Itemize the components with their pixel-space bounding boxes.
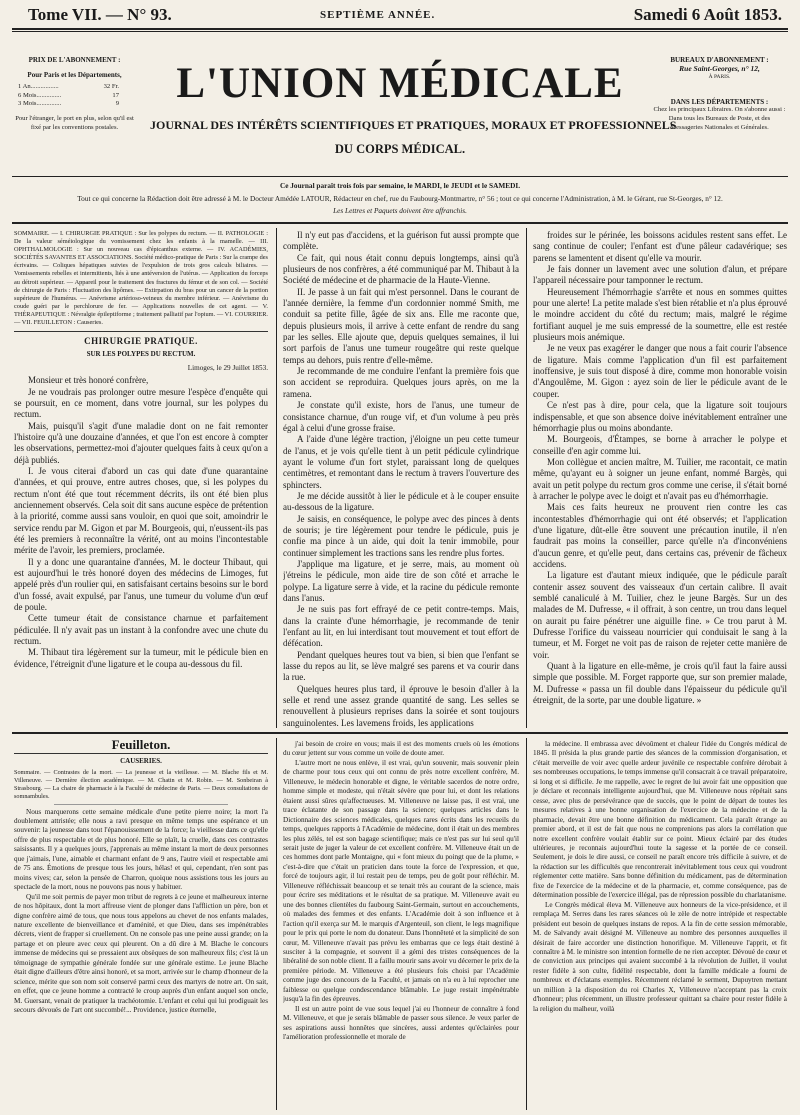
paragraph: Quelques heures plus tard, il éprouve le besoin d'aller à la selle et rend une assez grande quantité de sang. Les selles se renouvellent à plusieurs reprises dans la soirée et sont toujours sanguinolentes. Les lavemens froids, les applications	[283, 683, 519, 728]
offices-title: BUREAUX D'ABONNEMENT :	[670, 56, 769, 64]
paragraph: Mais, puisqu'il s'agit d'une maladie dont on ne fait remonter l'histoire qu'à une douzaine d'années, et que l'on est encore à compter les observations, permettez-moi d'ajouter quelques faits à ceux qu'on a déjà publiés.	[14, 420, 268, 465]
paragraph: M. Thibaut tira légèrement sur la tumeur, mit le pédicule bien en évidence, l'étreignit d'une ligature et le coupa au-dessous du fil.	[14, 647, 268, 669]
paragraph: Ce n'est pas à dire, pour cela, que la ligature soit toujours indispensable, et que son absence doive inévitablement entraîner une hémorrhagie plus ou moins abondante.	[533, 400, 787, 433]
feuilleton-title: Feuilleton.	[111, 740, 171, 752]
article-column-1	[14, 230, 268, 728]
notice-rule	[12, 222, 788, 224]
paragraph: La ligature est d'autant mieux indiquée, que le pédicule paraît contenir assez souvent des vaisseaux d'un certain calibre. Il avait semblé canaliculé à M. Tuilier, chez le jeune Bargès. Sur un des malades de M. Dufresse, « il offrait, à son centre, un trou dans lequel on aurait pu faire pénétrer une aiguille fine. » Ce trou parut à M. Dufresse l'orifice du vaisseau nourricier qui conduisait le sang à la tumeur, et M. Forget ne voit pas de raison de rejeter cette manière de voir.	[533, 570, 787, 660]
column-divider	[276, 228, 277, 728]
paragraph: Qu'il me soit permis de payer mon tribut de regrets à ce jeune et malheureux interne de nos hôpitaux, dont la mort affreuse vient de plonger dans l'affliction un père, bon et digne confrère aimé de tous, que nous tous appelons au chevet de nos enfants malades, nature excellente de bienveillance et d'aménité, et que Dieu, dans ses impénétrables décrets, vient de frapper si cruellement. On ne console pas une peine aussi grande; on la partage et on pleure avec ceux qui pleurent. On a dû dire à M. Blache le concours immense de médecins qui se pressaient aux obsèques de son malheureux fils; c'est là un témoignage de sympathie générale fondée sur une générale estime. Le jeune Blache était digne d'ailleurs d'être ainsi honoré, et sa mort, arrivée sur le champ d'honneur de la science, mérite que son nom soit conservé parmi ceux des martyrs de notre art. On sait, en effet, que ce jeune homme a contracté le croup auprès d'un enfant auquel son oncle, M. Guersant, venait de pratiquer la trachéotomie. L'enfant et celui qui lui prodiguait les secours dévoués de l'art ont succombé!... Providence, justice éternelle,	[14, 892, 268, 1015]
paragraph: Je recommande de me conduire l'enfant la première fois que son accident se reproduira. Quelques jours après, on me la ramena.	[283, 366, 519, 399]
editorial-address: Tout ce qui concerne la Rédaction doit être adressé à M. le Docteur Amédée LATOUR, Rédacteur en chef, rue du Faubourg-Montmartre, n° 56 ; tout ce qui concerne l'Administration, à M. le Gérant, rue St-Georges, n° 12.	[77, 194, 723, 203]
masthead-rule	[12, 176, 788, 177]
year-label: SEPTIÈME ANNÉE.	[320, 9, 436, 21]
paragraph: A l'aide d'une légère traction, j'éloigne un peu cette tumeur de l'anus, et je vois qu'elle tient à un petit pédicule cylindrique ayant le volume d'un fort stylet, paraissant long de quelques centimètres, et remontant dans le rectum à travers l'ouverture des sphincters.	[283, 434, 519, 490]
feuilleton-section: CAUSERIES.	[120, 757, 162, 766]
issue-date: Samedi 6 Août 1853.	[633, 5, 782, 24]
article-column-3	[533, 230, 787, 728]
paragraph: Il n'y eut pas d'accidens, et la guérison fut aussi prompte que complète.	[283, 230, 519, 252]
feuilleton-rule	[12, 732, 788, 734]
article-subtitle: SUR LES POLYPES DU RECTUM.	[86, 350, 196, 359]
paragraph: Cette tumeur était de consistance charnue et parfaitement pédiculée. Il n'y avait pas un instant à la confondre avec une chute du rectum.	[14, 613, 268, 647]
paragraph: Je me décide aussitôt à lier le pédicule et à le couper ensuite au-dessous de la ligature.	[283, 490, 519, 513]
feuilleton-divider	[276, 738, 277, 1110]
paragraph: Mais ces faits heureux ne prouvent rien contre les cas incontestables d'hémorrhagie qui ont été observés; et l'application d'une ligature, dût-elle être souvent une précaution inutile, il n'en faudrait pas moins la conseiller, parce qu'elle n'a d'inconvéniens d'aucun genre, et qu'elle peut, dans certains cas, prévenir de fâcheux accidens.	[533, 502, 787, 569]
offices-address: Rue Saint-Georges, n° 12,	[679, 63, 760, 73]
subscription-title: PRIX DE L'ABONNEMENT :	[28, 56, 121, 64]
paragraph: Je ne suis pas fort effrayé de ce petit contre-temps. Mais, dans la crainte d'une hémorrhagie, je recommande de tenir l'enfant au lit, en lui interdisant tout mouvement et tout effort de défécation.	[283, 604, 519, 649]
paragraph: L'autre mort ne nous enlève, il est vrai, qu'un souvenir, mais souvenir plein de charme pour tous ceux qui ont connu de près notre excellent confrère, M. Villeneuve, le médecin honorable et digne, le véritable sacerdos de notre ordre, homme simple et modeste, qui n'était sévère que pour lui, et dont les relations étaient aussi sûres qu'affectueuses. M. Villeneuve ne laisse pas, il est vrai, une trace éclatante de son passage dans la science; quelques articles dans le Dictionnaire des sciences médicales, quelques rares écrits dans les recueils du temps, quelques rapports à l'Académie de médecine, dont il était un des membres les plus zélés, tel est son bagage scientifique; mais ce n'est pas sur lui seul qu'il serait juste de juger la valeur de cet excellent confrère. M. Villeneuve était un de ces hommes dont parle Montaigne, qui « font mieux du poingt que de la plume, » c'est-à-dire que c'était un praticien dans toute la force de l'expression, et que, forcé de toujours agir, il lui restait peu de temps, peu de goût pour réfléchir. M. Villeneuve réfléchissait beaucoup et se tenait très au courant de la science, mais pour écrire ses méditations et le résultat de sa pratique. M. Villeneuve avait eu une des bonnes clientèles du faubourg Saint-Germain, surtout en accouchements, où malades des femmes et des enfants. L'Académie doit à son influence et à l'action qu'il exerça sur M. le marquis d'Argenteuil, son client, le legs magnifique pour le prix qui porte le nom du donateur. Dans l'honnêteté et la simplicité de son cœur, M. Villeneuve n'avait pas prévu les embarras que ce legs était destiné à susciter à la compagnie, et souvent il a gémi des tristes conséquences de la libéralité de son noble client. Il a faillu mourir sans avoir vu décerner le prix de la première période. M. Villeneuve a été plusieurs fois choisi par l'Académie comme juge des concours de la Faculté, et jamais on n'a eu à lui reprocher une faiblesse ou quelque condescendance blâmable. Le juge restait impénétrable jusqu'à la fin des épreuves.	[283, 758, 519, 1004]
publication-notice: Ce Journal paraît trois fois par semaine, le MARDI, le JEUDI et le SAMEDI.	[279, 181, 521, 190]
header-rule-thin	[12, 31, 788, 32]
paragraph: Monsieur et très honoré confrère,	[28, 375, 149, 386]
feuilleton-column-3	[533, 740, 787, 1110]
paragraph: Ce fait, qui nous était connu depuis longtemps, ainsi qu'à plusieurs de nos confrères, a été communiqué par M. Thibaut à la Société de médecine et de pharmacie de la Haute-Vienne.	[283, 252, 519, 286]
header-rule	[12, 28, 788, 30]
paragraph: Le Congrès médical éleva M. Villeneuve aux honneurs de la vice-présidence, et il remplaça M. Serres dans les rares séances où le zèle de notre intrépide et respectable président eut besoin de quelques instans de repos. A la fin de cette session mémorable, M. de Salvandy avait désigné M. Villeneuve au nombre des personnes auxquelles il désirait de faire accorder une distinction honorifique. M. Villeneuve l'apprit, et fit connaître à M. le ministre son intention formelle de ne rien accepter. Dévoué de cœur et de conviction aux principes qui avaient succombé à la révolution de Juillet, il voulut rester fidèle à son culte, fidélité respectable, dont la famille médicale a fourni de nombreux et d'éclatans exemples. Récemment réclamé le serment, Dupuytren mettant un million à la disposition du roi Charles X, Villeneuve n'acceptant pas la croix d'honneur; plus récemment, un illustre professeur quittant sa chaire pour rester fidèle à la religion du malheur, voilà	[533, 900, 787, 1013]
postage-notice: Les Lettres et Paquets doivent être affranchis.	[333, 206, 467, 215]
paragraph: Heureusement l'hémorrhagie s'arrête et nous en sommes quittes pour une alerte! La petite malade s'est bien rétablie et n'a plus éprouvé le moindre accident du côté du rectum; mais, malgré le régime fortifiant auquel je me suis empressé de la soumettre, elle est restée plusieurs mois anémique.	[533, 286, 787, 343]
paragraph: Je saisis, en conséquence, le polype avec des pinces à dents de souris; je tire légèrement pour tendre le pédicule, puis je confie ma pince à un aide, qui doit la tenir immobile, pour continuer simplement les tractions sans les rendre plus fortes.	[283, 513, 519, 558]
price-row: 3 Mois............... 9	[18, 100, 119, 108]
paragraph: Il est un autre point de vue sous lequel j'ai eu l'honneur de connaître à fond M. Villeneuve, et que je serais blâmable de passer sous silence. Je veux parler de ses aspirations aussi honnêtes que sincères, aussi ardentes qu'éclairées pour l'amélioration professionnelle et morale de	[283, 1004, 519, 1042]
section-title: CHIRURGIE PRATIQUE.	[84, 336, 198, 347]
departments-text: Chez les principaux Libraires. On s'abonne aussi : Dans tous les Bureaux de Poste, et des Messageries Nationales et Générales.	[653, 106, 786, 131]
offices-city: À PARIS.	[708, 74, 731, 81]
feuilleton-summary: Sommaire. — Contrastes de la mort. — La jeunesse et la vieillesse. — M. Blache fils et M. Villeneuve. — Dernière élection académique. — M. Chatin et M. Robin. — M. Sonbeiran à Strasbourg. — La chaire de pharmacie à la Faculté de médecine de Paris. — Deux consultations de somnambules.	[14, 768, 268, 800]
masthead-subtitle: JOURNAL DES INTÉRÊTS SCIENTIFIQUES ET PRATIQUES, MORAUX ET PROFESSIONNELS	[150, 118, 677, 132]
paragraph: Mon collègue et ancien maître, M. Tuilier, me racontait, ce matin même, qu'ayant eu à soigner un jeune enfant, nommé Bargès, qui avait un petit polype du rectum gros comme une cerise, il s'était borné à arracher le polype avec le doigt et n'avait pas eu d'hémorrhagie.	[533, 456, 787, 501]
paragraph: M. Bourgeois, d'Étampes, se borne à arracher le polype et conseille d'en agir comme lui.	[533, 434, 787, 456]
subscription-box	[12, 56, 137, 132]
price-row: 6 Mois............... 17	[18, 91, 119, 99]
foreign-postage-note: Pour l'étranger, le port en plus, selon qu'il est fixé par les conventions postales.	[15, 114, 134, 131]
subscription-place: Pour Paris et les Départements,	[27, 70, 122, 79]
departments-title: DANS LES DÉPARTEMENTS :	[670, 97, 769, 106]
paragraph: Nous marquerons cette semaine médicale d'une petite pierre noire; la mort l'a doublement attristée; elle nous a ravi presque en même temps une espérance et un souvenir: la jeunesse dans tout l'épanouissement de la force; la vieillesse dans ce qu'elle offre de plus respectable et de plus honoré. Elle se plaît, la cruelle, dans ces contrastes saisissants. Il y a quelques jours, j'apprenais au même instant la mort de deux personnes que j'aimais, l'une, aimable et charmant enfant de 9 ans, l'autre vieil et respectable ami de 75 ans. Émotions de presque tous les jours, hélas! et qui, cependant, n'en sont pas moins vives; car, selon la pensée de Charron, quoique nous assistions tous les jours au spectacle de la mort, nous ne pouvons pas nous y habituer.	[14, 807, 268, 892]
paragraph: froides sur le périnée, les boissons acidules restent sans effet. Le sang continue de couler; l'enfant est d'une pâleur cadavérique; ses parens se lamentent et disent qu'elle va mourir.	[533, 230, 787, 263]
feuilleton-divider	[526, 738, 527, 1110]
issue-header	[10, 3, 790, 25]
paragraph: Je ne voudrais pas prolonger outre mesure l'espèce d'enquête qui se poursuit, en ce moment, dans votre journal, sur les polypes du rectum.	[14, 386, 268, 420]
article-dateline: Limoges, le 29 Juillet 1853.	[187, 363, 268, 372]
paragraph: la médecine. Il embrassa avec dévoûment et chaleur l'idée du Congrès médical de 1845. Il présida la plus grande partie des séances de la commission d'organisation, et c'était merveille de voir avec quelle ardeur juvénile ce respectable confrère dérobait à ses nombreuses occupations, le temps immense qu'il consacrait à ce travail préparatoire, si long et si difficile. Je me rappelle, avec le regret de lui avoir fait une opposition que je déclare et reconnais intelligente aujourd'hui, que M. Villeneuve nous répétait sans cesse, avec plus de persévérance que de succès, que le point de départ de toutes les mesures relatives à une bonne organisation de l'exercice de la médecine et de la pharmacie, devait être une bonne définition du médicament. Cela paraît étrange au premier abord, et il est de fait que nous ne comprenions pas alors la corrélation que notre excellent confrère voulait établir sur ce point. Mieux éclairé par des études ultérieures, je reconnais aujourd'hui toute la sagesse et la portée de ce conseil. Seulement, je dois le dire aussi, ce conseil ne paraît encore très difficile à suivre, et de la rédaction sur les difficultés que rencontrerait inévitablement tous ceux qui voudront réglementer cette matière. Sans bonne définition du médicament, pas de détermination fixe de l'exercice de la médecine et de la pharmacie, et, comme conséquence, pas de détermination possible de l'exercice illégal, pas de répression possible du charlatanisme.	[533, 740, 787, 900]
paragraph: j'ai besoin de croire en vous; mais il est des moments cruels où les émotions du cœur jettent sur vous comme un voile de doute amer.	[283, 740, 519, 758]
paragraph: I. Je vous citerai d'abord un cas qui date d'une quarantaine d'années, et qui prouve, entre autres choses, que, si les polypes du rectum n'ont été que tout récemment décrits, ils ont été bien plus anciennement observés. Cela soit dit sans aucune espèce de prétention à la priorité, comme aussi sans vouloir, en quoi que soit, amoindrir le service rendu par M. Gigon et par M. Bourgeois, qui, n'eussent-ils pas été les premiers à reconnaître la vérité, ont au moins l'incontestable mérite de l'avoir, les premiers, proclamée.	[14, 465, 268, 556]
price-row: 1 An................. 32 Fr.	[18, 83, 119, 91]
volume-number: Tome VII. — N° 93.	[28, 5, 172, 24]
paragraph: Je fais donner un lavement avec une solution d'alun, et prépare l'appareil nécessaire pour tamponner le rectum.	[533, 264, 787, 286]
paragraph: Quant à la ligature en elle-même, je crois qu'il faut la faire aussi simple que possible. M. Forget rapporte que, sur son premier malade, M. Dufresse « passa un fil double dans l'épaisseur du pédicule qu'il étreignit, de la sorte, par une double ligature. »	[533, 661, 787, 706]
feuilleton-column-1	[14, 740, 268, 1110]
masthead-subtitle-2: DU CORPS MÉDICAL.	[334, 142, 466, 156]
paragraph: II. Je passe à un fait qui m'est personnel. Dans le courant de l'année dernière, la femme d'un cordonnier nommé Smith, me conduit sa petite fille, âgée de six ans. Elle me raconte que, depuis plusieurs mois, il arrive à cette enfant de rendre du sang par les selles. Elle ajoute que, depuis quelques semaines, il lui sort parfois de l'anus une tumeur rougeâtre qui reste quelque temps au dehors, puis rentre d'elle-même.	[283, 286, 519, 365]
paragraph: Il y a donc une quarantaine d'années, M. le docteur Thibaut, qui est aujourd'hui le très honoré doyen des médecins de Limoges, fut appelé près d'un roulier qui, en satisfaisant certains besoins sur le bord d'un fossé, avait expulsé, par l'anus, une tumeur du volume d'un œuf de poule.	[14, 556, 268, 613]
column-divider	[526, 228, 527, 728]
feuilleton-column-2	[283, 740, 519, 1110]
paragraph: J'applique ma ligature, et je serre, mais, au moment où j'étreins le pédicule, mon aide tire de son côté et arrache le polype. La ligature serre à vide, et la racine du pédicule remonte dans l'anus.	[283, 558, 519, 603]
paragraph: Je constate qu'il existe, hors de l'anus, une tumeur de consistance charnue, d'un rouge vif, et d'un volume à peu près égal à celui d'une grosse fraise.	[283, 400, 519, 433]
issue-summary: SOMMAIRE. — I. CHIRURGIE PRATIQUE : Sur les polypes du rectum. — II. PATHOLOGIE : De la valeur séméiologique du vomissement chez les enfants à la mamelle. — III. OPHTHALMOLOGIE : Sur un nouveau cas d'épicanthus externe. — IV. ACADÉMIES, SOCIÉTÉS SAVANTES ET ASSOCIATIONS. Société médico-pratique de Paris : Sur la crampe des écrivains. — Coliques hépatiques suivies de l'expulsion de trois gros calculs biliaires. — Vomissements rebelles et intermittents, liés à une antéversion de l'utérus. — Application du forceps au détroit supérieur. — Appareil pour le traitement des fractures du fémur et de son col. — Société de chirurgie de Paris : Fluctuation des lipômes. — Extirpation du bras pour un cancer de la portion supérieure de l'humérus. — Anévrisme artérioso-veineux du membre inférieur. — Anévrisme du coude guéri par le perchlorure de fer. — Applications nouvelles de cet agent. — V. THÉRAPEUTIQUE : Névralgie épileptiforme ; traitement palliatif par l'opium. — VI. COURRIER. — VII. FEUILLETON : Causeries.	[14, 230, 268, 327]
masthead-title: L'UNION MÉDICALE	[176, 60, 624, 107]
paragraph: Pendant quelques heures tout va bien, si bien que l'enfant se lasse du repos au lit, se lève malgré ses parens et va courir dans la rue.	[283, 649, 519, 683]
paragraph: Je ne veux pas exagérer le danger que nous a fait courir l'absence de ligature. Mais comme l'application d'un fil est parfaitement inoffensive, je suis tout disposé à dire, comme mon honorable voisin d'Angoulême, M. Gigon : ayez soin de lier le pédicule avant de le couper.	[533, 343, 787, 399]
article-column-2	[283, 230, 519, 728]
